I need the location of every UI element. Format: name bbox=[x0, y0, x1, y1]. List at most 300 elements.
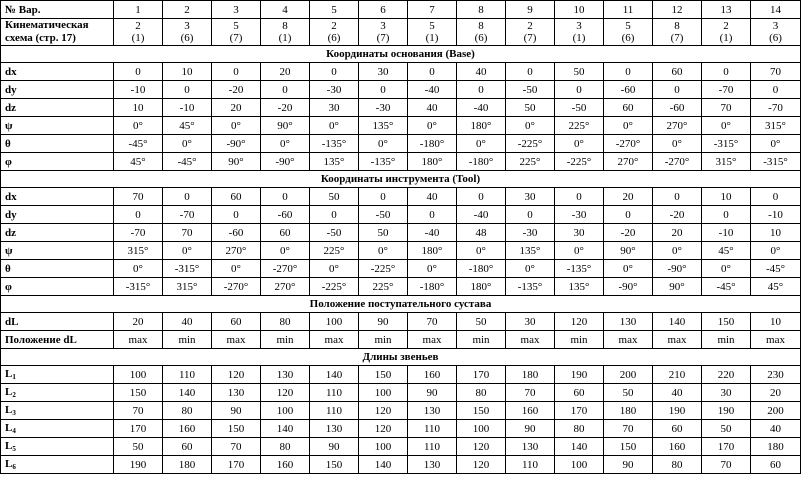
value-cell: 135° bbox=[555, 278, 604, 296]
value-cell: 180 bbox=[604, 402, 653, 420]
section-row-links bbox=[1, 349, 801, 366]
value-cell: 70 bbox=[751, 63, 801, 81]
scheme-sub: (1) bbox=[719, 32, 733, 44]
variant-number-cell: 8 bbox=[457, 1, 506, 19]
row-label bbox=[1, 206, 114, 224]
value-cell: min bbox=[163, 331, 212, 349]
value-cell: -315° bbox=[751, 153, 801, 171]
value-cell: 210 bbox=[653, 366, 702, 384]
value-cell: 80 bbox=[261, 438, 310, 456]
table-row bbox=[1, 278, 801, 296]
scheme-number: 2 bbox=[331, 20, 337, 32]
value-cell: 90 bbox=[212, 402, 261, 420]
section-row-joint bbox=[1, 296, 801, 313]
value-cell: 40 bbox=[408, 188, 457, 206]
scheme-sub: (6) bbox=[769, 32, 782, 44]
value-cell: 60 bbox=[163, 438, 212, 456]
value-cell: 60 bbox=[555, 384, 604, 402]
value-cell: -90° bbox=[212, 135, 261, 153]
value-cell: 0° bbox=[212, 260, 261, 278]
value-cell: 60 bbox=[751, 456, 801, 474]
value-cell: 0° bbox=[506, 260, 555, 278]
value-cell: 0° bbox=[604, 260, 653, 278]
scheme-number: 2 bbox=[723, 20, 729, 32]
value-cell: 0 bbox=[457, 81, 506, 99]
value-cell: 70 bbox=[114, 402, 163, 420]
value-cell: -270° bbox=[604, 135, 653, 153]
table-body bbox=[1, 1, 801, 474]
value-cell: 130 bbox=[261, 366, 310, 384]
value-cell: -315° bbox=[702, 135, 751, 153]
value-cell: 100 bbox=[359, 384, 408, 402]
row-label-text: θ bbox=[5, 262, 11, 275]
variant-number-cell: 5 bbox=[310, 1, 359, 19]
value-cell: 100 bbox=[310, 313, 359, 331]
value-cell: 190 bbox=[114, 456, 163, 474]
row-label bbox=[1, 456, 114, 474]
value-cell: 0 bbox=[114, 206, 163, 224]
scheme-number: 8 bbox=[282, 20, 288, 32]
value-cell: -70 bbox=[702, 81, 751, 99]
value-cell: 120 bbox=[555, 313, 604, 331]
scheme-number: 5 bbox=[625, 20, 631, 32]
value-cell: 170 bbox=[702, 438, 751, 456]
value-cell: 0° bbox=[506, 117, 555, 135]
row-label bbox=[1, 313, 114, 331]
value-cell: 180 bbox=[163, 456, 212, 474]
value-cell: 190 bbox=[555, 366, 604, 384]
value-cell: 150 bbox=[114, 384, 163, 402]
value-cell: 180° bbox=[457, 117, 506, 135]
scheme-sub: (1) bbox=[572, 32, 586, 44]
value-cell: 45° bbox=[163, 117, 212, 135]
value-cell: 150 bbox=[310, 456, 359, 474]
value-cell: -20 bbox=[212, 81, 261, 99]
scheme-number: 8 bbox=[674, 20, 680, 32]
value-cell: 90° bbox=[261, 117, 310, 135]
value-cell: -20 bbox=[261, 99, 310, 117]
variant-number-label: № Вар. bbox=[1, 1, 114, 19]
table-row bbox=[1, 438, 801, 456]
value-cell: 120 bbox=[359, 402, 408, 420]
value-cell: -20 bbox=[604, 224, 653, 242]
row-label bbox=[1, 331, 114, 349]
value-cell: 0 bbox=[359, 81, 408, 99]
variant-number-cell: 14 bbox=[751, 1, 801, 19]
row-label-text: dy bbox=[5, 208, 17, 221]
value-cell: 0° bbox=[408, 117, 457, 135]
value-cell: -40 bbox=[457, 99, 506, 117]
value-cell: 150 bbox=[212, 420, 261, 438]
value-cell: 170 bbox=[114, 420, 163, 438]
row-label-text: θ bbox=[5, 137, 11, 150]
value-cell: 0° bbox=[163, 242, 212, 260]
value-cell: -270° bbox=[261, 260, 310, 278]
value-cell: 150 bbox=[702, 313, 751, 331]
variant-number-cell: 4 bbox=[261, 1, 310, 19]
value-cell: -180° bbox=[408, 278, 457, 296]
value-cell: -225° bbox=[310, 278, 359, 296]
row-label bbox=[1, 384, 114, 402]
row-label bbox=[1, 153, 114, 171]
value-cell: -90° bbox=[604, 278, 653, 296]
variant-number-cell: 1 bbox=[114, 1, 163, 19]
value-cell: 50 bbox=[457, 313, 506, 331]
value-cell: 90° bbox=[212, 153, 261, 171]
variant-number-cell: 12 bbox=[653, 1, 702, 19]
value-cell: 0 bbox=[555, 81, 604, 99]
scheme-number: 3 bbox=[576, 20, 582, 32]
value-cell: 200 bbox=[604, 366, 653, 384]
value-cell: -10 bbox=[163, 99, 212, 117]
value-cell: 0 bbox=[261, 188, 310, 206]
row-label bbox=[1, 224, 114, 242]
scheme-cell bbox=[310, 19, 359, 46]
value-cell: 20 bbox=[604, 188, 653, 206]
value-cell: 0° bbox=[751, 242, 801, 260]
scheme-number: 3 bbox=[380, 20, 386, 32]
value-cell: 0 bbox=[653, 188, 702, 206]
value-cell: 20 bbox=[653, 224, 702, 242]
row-label bbox=[1, 278, 114, 296]
row-label-text: L bbox=[5, 440, 13, 452]
value-cell: 90 bbox=[604, 456, 653, 474]
row-label-text: dy bbox=[5, 83, 17, 96]
value-cell: 90 bbox=[506, 420, 555, 438]
value-cell: 70 bbox=[114, 188, 163, 206]
value-cell: 0° bbox=[261, 135, 310, 153]
value-cell: 170 bbox=[212, 456, 261, 474]
value-cell: 100 bbox=[555, 456, 604, 474]
value-cell: -30 bbox=[359, 99, 408, 117]
table-row bbox=[1, 153, 801, 171]
value-cell: 0 bbox=[751, 81, 801, 99]
value-cell: 10 bbox=[163, 63, 212, 81]
value-cell: 70 bbox=[604, 420, 653, 438]
value-cell: -135° bbox=[310, 135, 359, 153]
value-cell: 0° bbox=[751, 135, 801, 153]
scheme-number: 5 bbox=[233, 20, 239, 32]
value-cell: -30 bbox=[310, 81, 359, 99]
value-cell: 180° bbox=[457, 278, 506, 296]
value-cell: 0 bbox=[506, 206, 555, 224]
value-cell: 270° bbox=[212, 242, 261, 260]
value-cell: max bbox=[751, 331, 801, 349]
value-cell: 45° bbox=[751, 278, 801, 296]
scheme-cell bbox=[604, 19, 653, 46]
value-cell: -60 bbox=[261, 206, 310, 224]
value-cell: 60 bbox=[653, 420, 702, 438]
value-cell: 160 bbox=[408, 366, 457, 384]
value-cell: 70 bbox=[408, 313, 457, 331]
row-label bbox=[1, 188, 114, 206]
row-label-text: Положение dL bbox=[5, 333, 77, 346]
value-cell: -135° bbox=[359, 153, 408, 171]
value-cell: -20 bbox=[653, 206, 702, 224]
row-label-text: dx bbox=[5, 65, 17, 78]
value-cell: -40 bbox=[408, 224, 457, 242]
row-label-sub: 2 bbox=[12, 391, 16, 399]
row-label-text: dx bbox=[5, 190, 17, 203]
row-label-sub: 6 bbox=[12, 463, 16, 471]
table-row bbox=[1, 420, 801, 438]
value-cell: 230 bbox=[751, 366, 801, 384]
value-cell: 0 bbox=[408, 206, 457, 224]
scheme-cell bbox=[408, 19, 457, 46]
value-cell: 0 bbox=[163, 81, 212, 99]
row-label-sub: 1 bbox=[12, 373, 16, 381]
value-cell: 20 bbox=[261, 63, 310, 81]
value-cell: 40 bbox=[163, 313, 212, 331]
value-cell: 0 bbox=[604, 206, 653, 224]
value-cell: -270° bbox=[653, 153, 702, 171]
value-cell: 315° bbox=[702, 153, 751, 171]
value-cell: -45° bbox=[702, 278, 751, 296]
row-label bbox=[1, 260, 114, 278]
value-cell: 80 bbox=[555, 420, 604, 438]
value-cell: 140 bbox=[163, 384, 212, 402]
scheme-cell bbox=[506, 19, 555, 46]
row-label-text: ψ bbox=[5, 244, 13, 257]
row-label-sub: 5 bbox=[12, 445, 16, 453]
value-cell: 0° bbox=[212, 117, 261, 135]
value-cell: 0 bbox=[457, 188, 506, 206]
value-cell: 0° bbox=[702, 260, 751, 278]
value-cell: 80 bbox=[261, 313, 310, 331]
value-cell: 30 bbox=[359, 63, 408, 81]
value-cell: 180° bbox=[408, 242, 457, 260]
variant-number-cell: 10 bbox=[555, 1, 604, 19]
value-cell: 50 bbox=[555, 63, 604, 81]
value-cell: 100 bbox=[457, 420, 506, 438]
value-cell: 60 bbox=[212, 313, 261, 331]
table-row bbox=[1, 81, 801, 99]
value-cell: 160 bbox=[261, 456, 310, 474]
scheme-cell bbox=[359, 19, 408, 46]
value-cell: 0° bbox=[310, 260, 359, 278]
scheme-cell bbox=[457, 19, 506, 46]
table-row bbox=[1, 366, 801, 384]
value-cell: 40 bbox=[408, 99, 457, 117]
value-cell: 130 bbox=[408, 402, 457, 420]
section-title: Координаты инструмента (Tool) bbox=[1, 171, 801, 188]
value-cell: 150 bbox=[359, 366, 408, 384]
value-cell: -135° bbox=[555, 260, 604, 278]
value-cell: 0 bbox=[506, 63, 555, 81]
scheme-cell bbox=[114, 19, 163, 46]
scheme-sub: (6) bbox=[474, 32, 488, 44]
value-cell: 315° bbox=[751, 117, 801, 135]
value-cell: min bbox=[702, 331, 751, 349]
value-cell: 70 bbox=[702, 99, 751, 117]
scheme-sub: (6) bbox=[327, 32, 341, 44]
table-row bbox=[1, 331, 801, 349]
value-cell: 0° bbox=[555, 135, 604, 153]
value-cell: max bbox=[604, 331, 653, 349]
value-cell: -315° bbox=[163, 260, 212, 278]
scheme-row bbox=[1, 19, 801, 46]
value-cell: 40 bbox=[653, 384, 702, 402]
value-cell: max bbox=[408, 331, 457, 349]
row-label-sub: 3 bbox=[12, 409, 16, 417]
value-cell: -70 bbox=[163, 206, 212, 224]
value-cell: -40 bbox=[457, 206, 506, 224]
value-cell: 110 bbox=[408, 420, 457, 438]
scheme-number: 3 bbox=[772, 20, 779, 32]
value-cell: -50 bbox=[555, 99, 604, 117]
value-cell: -50 bbox=[310, 224, 359, 242]
value-cell: 0 bbox=[653, 81, 702, 99]
table-row bbox=[1, 260, 801, 278]
value-cell: 100 bbox=[261, 402, 310, 420]
value-cell: 0° bbox=[114, 117, 163, 135]
table-row bbox=[1, 99, 801, 117]
value-cell: 0° bbox=[555, 242, 604, 260]
value-cell: 110 bbox=[506, 456, 555, 474]
value-cell: 160 bbox=[163, 420, 212, 438]
value-cell: 220 bbox=[702, 366, 751, 384]
table-row bbox=[1, 384, 801, 402]
value-cell: 30 bbox=[702, 384, 751, 402]
value-cell: min bbox=[457, 331, 506, 349]
value-cell: 140 bbox=[310, 366, 359, 384]
table-row bbox=[1, 206, 801, 224]
value-cell: 0 bbox=[359, 188, 408, 206]
scheme-number: 2 bbox=[135, 20, 141, 32]
value-cell: 190 bbox=[653, 402, 702, 420]
value-cell: 70 bbox=[212, 438, 261, 456]
value-cell: 0 bbox=[751, 188, 801, 206]
value-cell: 190 bbox=[702, 402, 751, 420]
row-label bbox=[1, 420, 114, 438]
value-cell: 70 bbox=[506, 384, 555, 402]
value-cell: 100 bbox=[359, 438, 408, 456]
value-cell: -180° bbox=[457, 260, 506, 278]
value-cell: -50 bbox=[359, 206, 408, 224]
value-cell: 110 bbox=[163, 366, 212, 384]
row-label-text: φ bbox=[5, 155, 12, 168]
value-cell: 45° bbox=[114, 153, 163, 171]
value-cell: 50 bbox=[114, 438, 163, 456]
scheme-sub: (6) bbox=[621, 32, 635, 44]
value-cell: 135° bbox=[310, 153, 359, 171]
scheme-number: 2 bbox=[527, 20, 533, 32]
row-label bbox=[1, 117, 114, 135]
value-cell: -45° bbox=[114, 135, 163, 153]
scheme-sub: (6) bbox=[180, 32, 194, 44]
value-cell: 50 bbox=[310, 188, 359, 206]
value-cell: -135° bbox=[506, 278, 555, 296]
value-cell: 0 bbox=[310, 206, 359, 224]
value-cell: 225° bbox=[555, 117, 604, 135]
value-cell: 0 bbox=[310, 63, 359, 81]
value-cell: -60 bbox=[212, 224, 261, 242]
value-cell: -30 bbox=[555, 206, 604, 224]
scheme-cell bbox=[163, 19, 212, 46]
row-label bbox=[1, 402, 114, 420]
value-cell: -225° bbox=[555, 153, 604, 171]
variant-number-cell: 7 bbox=[408, 1, 457, 19]
value-cell: 130 bbox=[506, 438, 555, 456]
value-cell: 120 bbox=[261, 384, 310, 402]
value-cell: 0° bbox=[653, 242, 702, 260]
value-cell: -30 bbox=[506, 224, 555, 242]
value-cell: 0° bbox=[457, 242, 506, 260]
value-cell: 10 bbox=[114, 99, 163, 117]
scheme-sub: (7) bbox=[523, 32, 537, 44]
scheme-sub: (1) bbox=[131, 32, 145, 44]
scheme-label: Кинематическая схема (стр. 17) bbox=[1, 19, 114, 46]
value-cell: 120 bbox=[457, 438, 506, 456]
section-row-base bbox=[1, 46, 801, 63]
value-cell: -50 bbox=[506, 81, 555, 99]
scheme-number: 3 bbox=[184, 20, 190, 32]
value-cell: 130 bbox=[604, 313, 653, 331]
row-label-text: L bbox=[5, 458, 13, 470]
section-title: Положение поступательного сустава bbox=[1, 296, 801, 313]
variant-number-cell: 9 bbox=[506, 1, 555, 19]
value-cell: 160 bbox=[506, 402, 555, 420]
value-cell: 10 bbox=[702, 188, 751, 206]
value-cell: -45° bbox=[163, 153, 212, 171]
row-label bbox=[1, 438, 114, 456]
value-cell: 0° bbox=[310, 117, 359, 135]
row-label bbox=[1, 81, 114, 99]
value-cell: 110 bbox=[408, 438, 457, 456]
value-cell: 0° bbox=[359, 135, 408, 153]
value-cell: 0 bbox=[261, 81, 310, 99]
value-cell: 120 bbox=[457, 456, 506, 474]
value-cell: 50 bbox=[604, 384, 653, 402]
value-cell: 50 bbox=[359, 224, 408, 242]
value-cell: 0° bbox=[408, 260, 457, 278]
value-cell: 130 bbox=[212, 384, 261, 402]
value-cell: 270° bbox=[653, 117, 702, 135]
scheme-cell bbox=[261, 19, 310, 46]
value-cell: 30 bbox=[506, 188, 555, 206]
value-cell: 70 bbox=[702, 456, 751, 474]
value-cell: -270° bbox=[212, 278, 261, 296]
variant-number-cell: 6 bbox=[359, 1, 408, 19]
value-cell: -10 bbox=[702, 224, 751, 242]
row-label-text: L bbox=[5, 422, 13, 434]
value-cell: 40 bbox=[457, 63, 506, 81]
section-title: Длины звеньев bbox=[1, 349, 801, 366]
value-cell: 270° bbox=[604, 153, 653, 171]
value-cell: 10 bbox=[751, 313, 801, 331]
row-label-text: L bbox=[5, 404, 13, 416]
value-cell: 60 bbox=[653, 63, 702, 81]
value-cell: min bbox=[555, 331, 604, 349]
value-cell: 0° bbox=[359, 242, 408, 260]
table-row bbox=[1, 242, 801, 260]
value-cell: 10 bbox=[751, 224, 801, 242]
value-cell: 60 bbox=[261, 224, 310, 242]
table-row bbox=[1, 402, 801, 420]
value-cell: 90 bbox=[408, 384, 457, 402]
value-cell: 150 bbox=[457, 402, 506, 420]
value-cell: -180° bbox=[408, 135, 457, 153]
scheme-cell bbox=[653, 19, 702, 46]
table-row bbox=[1, 117, 801, 135]
value-cell: min bbox=[261, 331, 310, 349]
value-cell: 0 bbox=[114, 63, 163, 81]
table-row bbox=[1, 63, 801, 81]
scheme-cell bbox=[212, 19, 261, 46]
value-cell: 60 bbox=[212, 188, 261, 206]
value-cell: 0° bbox=[114, 260, 163, 278]
row-label-text: L bbox=[5, 368, 13, 380]
